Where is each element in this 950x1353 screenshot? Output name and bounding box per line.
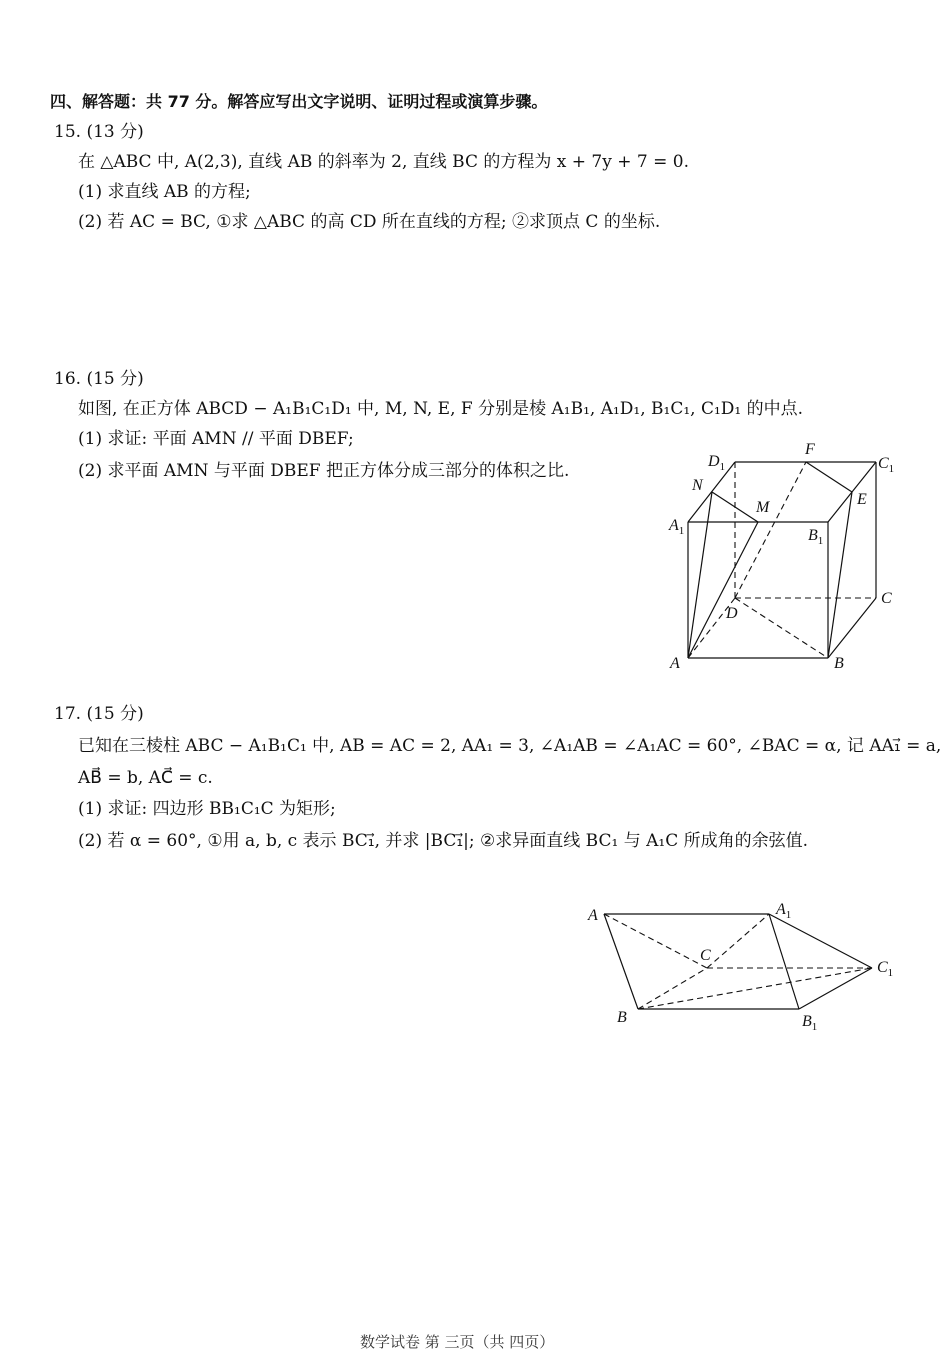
page-footer: 数学试卷 第 三页（共 四页）	[360, 1333, 555, 1351]
q16-stem: 如图, 在正方体 ABCD − A₁B₁C₁D₁ 中, M, N, E, F 分别是棱 A₁B₁, A₁D₁, B₁C₁, C₁D₁ 的中点.	[78, 399, 804, 419]
label-n: N	[692, 477, 703, 494]
q15-header: 15. (13 分)	[54, 122, 144, 142]
hidden-edge-d-b	[735, 598, 828, 658]
label-b: B	[617, 1009, 627, 1026]
label-a1: A	[776, 901, 786, 918]
svg-text:A1: $A_1$	[776, 901, 792, 921]
label-b: B	[834, 655, 844, 672]
q15-part2: (2) 若 AC = BC, ①求 △ABC 的高 CD 所在直线的方程; ②求顶点 C 的坐标.	[78, 212, 661, 232]
svg-text:C1: $C_1$	[877, 959, 894, 979]
q16-header: 16. (15 分)	[54, 369, 144, 389]
hidden-edge-a-c	[604, 914, 707, 968]
edge-a-b	[604, 914, 638, 1009]
label-c1: $C_1$	[878, 455, 895, 475]
q17-stem-2: AB⃗ = b, AC⃗ = c.	[78, 768, 213, 788]
section-title: 四、解答题：共 77 分。解答应写出文字说明、证明过程或演算步骤。	[50, 92, 548, 111]
label-c: C	[700, 947, 711, 964]
prism-figure	[580, 895, 910, 1040]
label-d1: $D_1$	[708, 453, 726, 473]
q15-stem: 在 △ABC 中, A(2,3), 直线 AB 的斜率为 2, 直线 BC 的方程为 x + 7y + 7 = 0.	[78, 152, 689, 172]
edge-f-e	[806, 462, 852, 492]
hidden-segment-c-a1	[707, 914, 769, 968]
q17-header: 17. (15 分)	[54, 704, 144, 724]
label-c1: C	[877, 959, 888, 976]
q17-part2: (2) 若 α = 60°, ①用 a, b, c 表示 BC₁⃗, 并求 |BC₁⃗|; ②求异面直线 BC₁ 与 A₁C 所成角的余弦值.	[78, 831, 809, 851]
label-m: M	[756, 499, 770, 516]
label-f: F	[805, 441, 815, 458]
label-e: E	[857, 491, 867, 508]
label-b1: $B_1$	[808, 527, 824, 547]
svg-text:B1: $B_1$	[802, 1013, 818, 1033]
label-c: C	[881, 590, 892, 607]
q17-stem-1: 已知在三棱柱 ABC − A₁B₁C₁ 中, AB = AC = 2, AA₁ = 3, ∠A₁AB = ∠A₁AC = 60°, ∠BAC = α, 记 AA₁⃗ = a,	[78, 736, 942, 756]
q16-part2: (2) 求平面 AMN 与平面 DBEF 把正方体分成三部分的体积之比.	[78, 461, 570, 481]
label-a: A	[670, 655, 680, 672]
label-b1: B	[802, 1013, 812, 1030]
q17-part1: (1) 求证: 四边形 BB₁C₁C 为矩形;	[78, 799, 336, 819]
q15-part1: (1) 求直线 AB 的方程;	[78, 182, 251, 202]
cube-figure	[640, 430, 920, 680]
edge-a1-b1	[769, 914, 799, 1009]
label-a1: $A_1$	[669, 517, 685, 537]
edge-a1-c1	[769, 914, 872, 968]
hidden-edge-d-f	[735, 462, 806, 598]
label-d: D	[726, 605, 738, 622]
q16-part1: (1) 求证: 平面 AMN // 平面 DBEF;	[78, 429, 354, 449]
edge-m-a	[688, 522, 758, 658]
label-a: A	[588, 907, 598, 924]
